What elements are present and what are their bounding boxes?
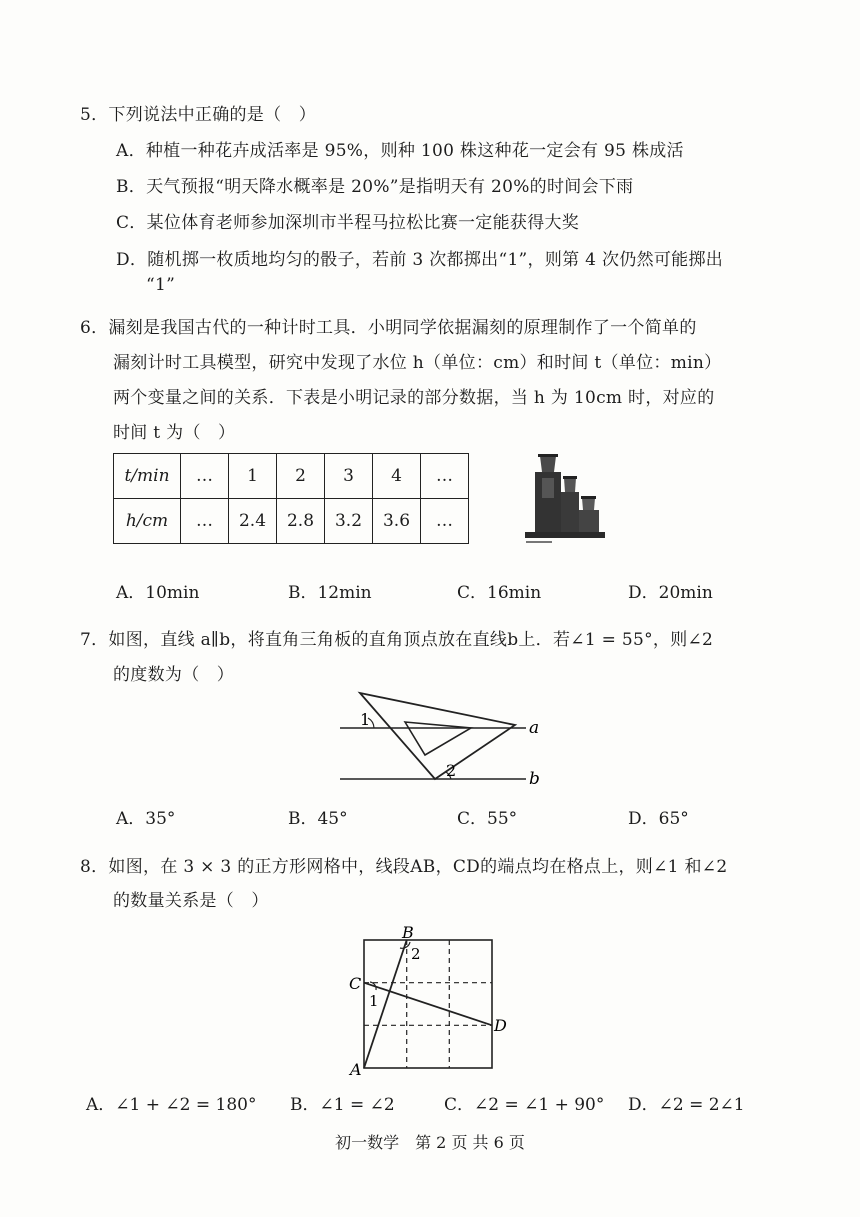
q7-option-c: C．55° — [457, 809, 518, 829]
q6-data-table — [113, 453, 469, 544]
q8-point-a-label: A — [350, 1060, 362, 1079]
q8-option-d: D．∠2 = 2∠1 — [628, 1095, 745, 1115]
q7-line-1: 7．如图，直线 a∥b，将直角三角板的直角顶点放在直线b上．若∠1 = 55°，则∠2 — [80, 630, 714, 650]
q5-stem: 5．下列说法中正确的是（ ） — [80, 105, 317, 125]
q6-option-a: A．10min — [116, 583, 200, 603]
q6-line-2: 漏刻计时工具模型，研究中发现了水位 h（单位：cm）和时间 t（单位：min） — [113, 353, 722, 373]
table-cell: 3.6 — [373, 499, 421, 544]
q8-angle-1-label: 1 — [369, 992, 379, 1010]
page-footer: 初一数学 第 2 页 共 6 页 — [335, 1133, 525, 1152]
q5-option-c: C．某位体育老师参加深圳市半程马拉松比赛一定能获得大奖 — [116, 213, 580, 233]
q8-grid-figure — [340, 920, 520, 1080]
q8-point-c-label: C — [349, 974, 362, 993]
table-cell: … — [181, 499, 229, 544]
table-cell: … — [421, 454, 469, 499]
table-cell: … — [421, 499, 469, 544]
table-cell: 4 — [373, 454, 421, 499]
q5-option-d-cont: “1” — [146, 275, 176, 295]
table-cell: 2 — [277, 454, 325, 499]
water-clock-image — [520, 448, 610, 548]
table-cell: 3.2 — [325, 499, 373, 544]
q8-options — [0, 1090, 860, 1116]
table-row — [114, 499, 469, 544]
table-cell-h-header: h/cm — [114, 499, 181, 544]
table-cell: 2.8 — [277, 499, 325, 544]
q5-option-b: B．天气预报“明天降水概率是 20%”是指明天有 20%的时间会下雨 — [116, 177, 634, 197]
q7-angle-1-label: 1 — [360, 710, 371, 729]
q7-triangle-figure — [330, 688, 550, 790]
q5-option-d: D．随机掷一枚质地均匀的骰子，若前 3 次都掷出“1”，则第 4 次仍然可能掷出 — [116, 250, 724, 270]
table-cell: 3 — [325, 454, 373, 499]
table-cell-t-header: t/min — [114, 454, 181, 499]
q7-line-a-label: a — [529, 718, 540, 738]
q6-option-b: B．12min — [288, 583, 372, 603]
table-cell: 1 — [229, 454, 277, 499]
q6-option-c: C．16min — [457, 583, 542, 603]
q6-line-3: 两个变量之间的关系．下表是小明记录的部分数据，当 h 为 10cm 时，对应的 — [113, 388, 715, 408]
q8-point-b-label: B — [402, 923, 414, 942]
q7-option-d: D．65° — [628, 809, 689, 829]
q6-line-4: 时间 t 为（ ） — [113, 423, 236, 443]
q7-option-a: A．35° — [116, 809, 176, 829]
q7-option-b: B．45° — [288, 809, 348, 829]
q8-option-c: C．∠2 = ∠1 + 90° — [444, 1095, 605, 1115]
q8-line-2: 的数量关系是（ ） — [113, 891, 269, 911]
table-cell: 2.4 — [229, 499, 277, 544]
q8-option-b: B．∠1 = ∠2 — [290, 1095, 395, 1115]
q8-option-a: A．∠1 + ∠2 = 180° — [86, 1095, 257, 1115]
q5-option-a: A．种植一种花卉成活率是 95%，则种 100 株这种花一定会有 95 株成活 — [116, 141, 684, 161]
q8-line-1: 8．如图，在 3 × 3 的正方形网格中，线段AB，CD的端点均在格点上，则∠1 和∠2 — [80, 857, 728, 877]
table-row — [114, 454, 469, 499]
q7-options — [0, 804, 860, 830]
q6-option-d: D．20min — [628, 583, 713, 603]
q6-line-1: 6．漏刻是我国古代的一种计时工具．小明同学依据漏刻的原理制作了一个简单的 — [80, 318, 697, 338]
q6-options — [0, 578, 860, 604]
q7-line-b-label: b — [529, 769, 540, 789]
q7-line-2: 的度数为（ ） — [113, 665, 235, 685]
q7-angle-2-label: 2 — [446, 761, 457, 780]
q8-angle-2-label: 2 — [411, 945, 421, 963]
q8-point-d-label: D — [494, 1016, 507, 1035]
table-cell: … — [181, 454, 229, 499]
